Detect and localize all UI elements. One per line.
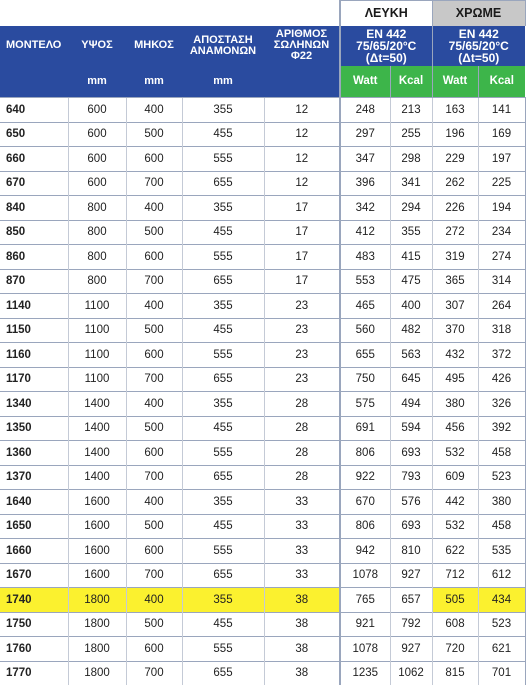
tubes-cell: 28 <box>264 392 340 417</box>
unit-kcal-chrome: Kcal <box>478 66 525 98</box>
white-watt-cell: 342 <box>340 196 390 221</box>
chrome-watt-cell: 532 <box>432 441 478 466</box>
distance-cell: 655 <box>182 171 264 196</box>
table-row <box>0 196 525 221</box>
chrome-kcal-cell: 274 <box>478 245 525 270</box>
length-cell: 400 <box>126 196 182 221</box>
height-cell: 1600 <box>68 539 126 564</box>
chrome-kcal-cell: 318 <box>478 318 525 343</box>
model-cell: 1360 <box>0 441 68 466</box>
white-kcal-cell: 415 <box>390 245 432 270</box>
white-kcal-cell: 294 <box>390 196 432 221</box>
length-cell: 500 <box>126 612 182 637</box>
chrome-kcal-cell: 326 <box>478 392 525 417</box>
height-cell: 600 <box>68 122 126 147</box>
tubes-cell: 12 <box>264 171 340 196</box>
table-row <box>0 588 525 613</box>
height-cell: 1400 <box>68 416 126 441</box>
height-cell: 1100 <box>68 294 126 319</box>
white-watt-cell: 396 <box>340 171 390 196</box>
table-row <box>0 269 525 294</box>
distance-cell: 555 <box>182 441 264 466</box>
col-length-header: ΜΗΚΟΣ <box>126 26 182 66</box>
white-watt-cell: 412 <box>340 220 390 245</box>
model-cell: 850 <box>0 220 68 245</box>
chrome-kcal-cell: 392 <box>478 416 525 441</box>
model-cell: 870 <box>0 269 68 294</box>
table-row <box>0 539 525 564</box>
table-row <box>0 220 525 245</box>
white-watt-cell: 297 <box>340 122 390 147</box>
length-cell: 600 <box>126 441 182 466</box>
chrome-kcal-cell: 523 <box>478 465 525 490</box>
tubes-cell: 28 <box>264 465 340 490</box>
chrome-watt-cell: 622 <box>432 539 478 564</box>
height-cell: 800 <box>68 220 126 245</box>
white-kcal-cell: 793 <box>390 465 432 490</box>
chrome-kcal-cell: 372 <box>478 343 525 368</box>
height-cell: 1800 <box>68 588 126 613</box>
tubes-cell: 23 <box>264 294 340 319</box>
table-row <box>0 367 525 392</box>
table-row <box>0 612 525 637</box>
length-cell: 600 <box>126 147 182 172</box>
tubes-cell: 33 <box>264 539 340 564</box>
table-row <box>0 318 525 343</box>
chrome-watt-cell: 370 <box>432 318 478 343</box>
height-cell: 800 <box>68 269 126 294</box>
chrome-kcal-cell: 701 <box>478 661 525 685</box>
tubes-cell: 12 <box>264 147 340 172</box>
model-cell: 670 <box>0 171 68 196</box>
length-cell: 700 <box>126 563 182 588</box>
chrome-watt-cell: 505 <box>432 588 478 613</box>
col-tubes-header: ΑΡΙΘΜΟΣ ΣΩΛΗΝΩΝ Φ22 <box>264 26 340 66</box>
distance-cell: 355 <box>182 98 264 123</box>
table-row <box>0 416 525 441</box>
chrome-watt-cell: 365 <box>432 269 478 294</box>
tubes-cell: 17 <box>264 269 340 294</box>
white-watt-cell: 806 <box>340 441 390 466</box>
distance-cell: 655 <box>182 661 264 685</box>
table-row <box>0 147 525 172</box>
chrome-watt-cell: 720 <box>432 637 478 662</box>
white-kcal-cell: 563 <box>390 343 432 368</box>
tubes-cell: 38 <box>264 661 340 685</box>
table-row <box>0 514 525 539</box>
chrome-kcal-cell: 169 <box>478 122 525 147</box>
tubes-cell: 28 <box>264 416 340 441</box>
height-cell: 1800 <box>68 637 126 662</box>
model-cell: 640 <box>0 98 68 123</box>
model-cell: 1170 <box>0 367 68 392</box>
height-cell: 1600 <box>68 490 126 515</box>
tubes-cell: 23 <box>264 367 340 392</box>
distance-cell: 355 <box>182 490 264 515</box>
white-kcal-cell: 298 <box>390 147 432 172</box>
length-cell: 500 <box>126 514 182 539</box>
height-cell: 1400 <box>68 392 126 417</box>
tubes-cell: 23 <box>264 318 340 343</box>
tubes-cell: 38 <box>264 588 340 613</box>
white-kcal-cell: 1062 <box>390 661 432 685</box>
chrome-kcal-cell: 225 <box>478 171 525 196</box>
height-cell: 1400 <box>68 465 126 490</box>
table-row <box>0 563 525 588</box>
tubes-cell: 38 <box>264 612 340 637</box>
distance-cell: 555 <box>182 343 264 368</box>
tubes-cell: 17 <box>264 220 340 245</box>
en-standard-chrome: EN 442 75/65/20°C (Δt=50) <box>432 26 525 66</box>
height-cell: 1100 <box>68 318 126 343</box>
unit-kcal-white: Kcal <box>390 66 432 98</box>
distance-cell: 355 <box>182 392 264 417</box>
tubes-cell: 38 <box>264 637 340 662</box>
height-cell: 1800 <box>68 612 126 637</box>
height-cell: 1800 <box>68 661 126 685</box>
height-cell: 600 <box>68 147 126 172</box>
length-cell: 500 <box>126 416 182 441</box>
chrome-kcal-cell: 458 <box>478 514 525 539</box>
length-cell: 700 <box>126 465 182 490</box>
chrome-watt-cell: 712 <box>432 563 478 588</box>
model-cell: 660 <box>0 147 68 172</box>
white-watt-cell: 1078 <box>340 563 390 588</box>
table-row <box>0 294 525 319</box>
height-cell: 600 <box>68 171 126 196</box>
chrome-watt-cell: 609 <box>432 465 478 490</box>
tubes-cell: 17 <box>264 196 340 221</box>
distance-cell: 555 <box>182 147 264 172</box>
height-cell: 800 <box>68 245 126 270</box>
white-kcal-cell: 927 <box>390 563 432 588</box>
chrome-watt-cell: 196 <box>432 122 478 147</box>
white-watt-cell: 483 <box>340 245 390 270</box>
distance-cell: 555 <box>182 539 264 564</box>
distance-cell: 355 <box>182 196 264 221</box>
chrome-kcal-cell: 194 <box>478 196 525 221</box>
table-row <box>0 171 525 196</box>
white-watt-cell: 750 <box>340 367 390 392</box>
chrome-watt-cell: 226 <box>432 196 478 221</box>
distance-cell: 655 <box>182 367 264 392</box>
col-model-header: ΜΟΝΤΕΛΟ <box>0 26 68 66</box>
length-cell: 700 <box>126 269 182 294</box>
model-cell: 1670 <box>0 563 68 588</box>
length-cell: 700 <box>126 661 182 685</box>
table-row <box>0 122 525 147</box>
white-kcal-cell: 594 <box>390 416 432 441</box>
height-cell: 800 <box>68 196 126 221</box>
white-kcal-cell: 576 <box>390 490 432 515</box>
table-row <box>0 441 525 466</box>
model-cell: 650 <box>0 122 68 147</box>
length-cell: 400 <box>126 294 182 319</box>
tubes-cell: 12 <box>264 122 340 147</box>
length-cell: 400 <box>126 588 182 613</box>
model-cell: 1770 <box>0 661 68 685</box>
table-row <box>0 343 525 368</box>
white-watt-cell: 347 <box>340 147 390 172</box>
chrome-watt-cell: 229 <box>432 147 478 172</box>
chrome-watt-cell: 456 <box>432 416 478 441</box>
white-watt-cell: 691 <box>340 416 390 441</box>
white-kcal-cell: 657 <box>390 588 432 613</box>
white-watt-cell: 942 <box>340 539 390 564</box>
chrome-kcal-cell: 234 <box>478 220 525 245</box>
tubes-cell: 28 <box>264 441 340 466</box>
white-kcal-cell: 475 <box>390 269 432 294</box>
chrome-kcal-cell: 314 <box>478 269 525 294</box>
chrome-kcal-cell: 380 <box>478 490 525 515</box>
model-cell: 1750 <box>0 612 68 637</box>
white-kcal-cell: 693 <box>390 441 432 466</box>
model-cell: 1740 <box>0 588 68 613</box>
white-kcal-cell: 482 <box>390 318 432 343</box>
distance-cell: 455 <box>182 612 264 637</box>
chrome-watt-cell: 815 <box>432 661 478 685</box>
white-kcal-cell: 693 <box>390 514 432 539</box>
chrome-watt-cell: 442 <box>432 490 478 515</box>
distance-cell: 455 <box>182 416 264 441</box>
unit-watt-chrome: Watt <box>432 66 478 98</box>
tubes-cell: 17 <box>264 245 340 270</box>
distance-cell: 455 <box>182 220 264 245</box>
model-cell: 1640 <box>0 490 68 515</box>
model-cell: 1150 <box>0 318 68 343</box>
white-kcal-cell: 645 <box>390 367 432 392</box>
chrome-kcal-cell: 197 <box>478 147 525 172</box>
table-header <box>0 1 525 98</box>
model-cell: 840 <box>0 196 68 221</box>
length-cell: 400 <box>126 392 182 417</box>
unit-distance: mm <box>182 66 264 98</box>
table-body <box>0 98 525 685</box>
distance-cell: 355 <box>182 294 264 319</box>
table-row <box>0 661 525 685</box>
tubes-cell: 33 <box>264 490 340 515</box>
length-cell: 400 <box>126 490 182 515</box>
table-row <box>0 98 525 123</box>
white-watt-cell: 560 <box>340 318 390 343</box>
white-watt-cell: 553 <box>340 269 390 294</box>
col-height-header: ΥΨΟΣ <box>68 26 126 66</box>
distance-cell: 655 <box>182 563 264 588</box>
chrome-watt-cell: 532 <box>432 514 478 539</box>
white-kcal-cell: 810 <box>390 539 432 564</box>
chrome-kcal-cell: 612 <box>478 563 525 588</box>
white-watt-cell: 655 <box>340 343 390 368</box>
white-kcal-cell: 494 <box>390 392 432 417</box>
tubes-cell: 33 <box>264 563 340 588</box>
chrome-watt-cell: 307 <box>432 294 478 319</box>
distance-cell: 655 <box>182 465 264 490</box>
white-kcal-cell: 213 <box>390 98 432 123</box>
model-cell: 1350 <box>0 416 68 441</box>
chrome-kcal-cell: 141 <box>478 98 525 123</box>
table-row <box>0 465 525 490</box>
length-cell: 500 <box>126 318 182 343</box>
white-kcal-cell: 341 <box>390 171 432 196</box>
white-watt-cell: 575 <box>340 392 390 417</box>
chrome-kcal-cell: 434 <box>478 588 525 613</box>
white-watt-cell: 1078 <box>340 637 390 662</box>
chrome-watt-cell: 432 <box>432 343 478 368</box>
model-cell: 1650 <box>0 514 68 539</box>
chrome-watt-cell: 163 <box>432 98 478 123</box>
white-kcal-cell: 400 <box>390 294 432 319</box>
model-cell: 1340 <box>0 392 68 417</box>
col-distance-header: ΑΠΟΣΤΑΣΗ ΑΝΑΜΟΝΩΝ <box>182 26 264 66</box>
distance-cell: 455 <box>182 122 264 147</box>
height-cell: 1100 <box>68 367 126 392</box>
chrome-watt-cell: 262 <box>432 171 478 196</box>
tubes-cell: 33 <box>264 514 340 539</box>
length-cell: 500 <box>126 220 182 245</box>
model-cell: 1760 <box>0 637 68 662</box>
table-row <box>0 637 525 662</box>
length-cell: 600 <box>126 343 182 368</box>
white-watt-cell: 248 <box>340 98 390 123</box>
length-cell: 700 <box>126 171 182 196</box>
unit-height: mm <box>68 66 126 98</box>
chrome-kcal-cell: 426 <box>478 367 525 392</box>
model-cell: 1370 <box>0 465 68 490</box>
chrome-watt-cell: 319 <box>432 245 478 270</box>
chrome-watt-cell: 495 <box>432 367 478 392</box>
model-cell: 1660 <box>0 539 68 564</box>
chrome-watt-cell: 608 <box>432 612 478 637</box>
white-watt-cell: 921 <box>340 612 390 637</box>
distance-cell: 355 <box>182 588 264 613</box>
chrome-kcal-cell: 264 <box>478 294 525 319</box>
height-cell: 1400 <box>68 441 126 466</box>
white-kcal-cell: 792 <box>390 612 432 637</box>
group-white-header: ΛΕΥΚΗ <box>340 1 432 26</box>
white-kcal-cell: 355 <box>390 220 432 245</box>
model-cell: 1140 <box>0 294 68 319</box>
height-cell: 600 <box>68 98 126 123</box>
chrome-kcal-cell: 458 <box>478 441 525 466</box>
white-watt-cell: 922 <box>340 465 390 490</box>
unit-length: mm <box>126 66 182 98</box>
length-cell: 500 <box>126 122 182 147</box>
white-kcal-cell: 255 <box>390 122 432 147</box>
distance-cell: 555 <box>182 637 264 662</box>
table-row <box>0 490 525 515</box>
white-watt-cell: 465 <box>340 294 390 319</box>
height-cell: 1600 <box>68 514 126 539</box>
height-cell: 1100 <box>68 343 126 368</box>
white-watt-cell: 765 <box>340 588 390 613</box>
unit-watt-white: Watt <box>340 66 390 98</box>
distance-cell: 455 <box>182 514 264 539</box>
model-cell: 1160 <box>0 343 68 368</box>
chrome-watt-cell: 380 <box>432 392 478 417</box>
model-cell: 860 <box>0 245 68 270</box>
length-cell: 600 <box>126 539 182 564</box>
white-kcal-cell: 927 <box>390 637 432 662</box>
length-cell: 700 <box>126 367 182 392</box>
group-chrome-header: ΧΡΩΜΕ <box>432 1 525 26</box>
chrome-watt-cell: 272 <box>432 220 478 245</box>
distance-cell: 655 <box>182 269 264 294</box>
table-row <box>0 392 525 417</box>
distance-cell: 555 <box>182 245 264 270</box>
tubes-cell: 12 <box>264 98 340 123</box>
height-cell: 1600 <box>68 563 126 588</box>
length-cell: 400 <box>126 98 182 123</box>
white-watt-cell: 670 <box>340 490 390 515</box>
chrome-kcal-cell: 535 <box>478 539 525 564</box>
length-cell: 600 <box>126 637 182 662</box>
table-row <box>0 245 525 270</box>
chrome-kcal-cell: 621 <box>478 637 525 662</box>
length-cell: 600 <box>126 245 182 270</box>
chrome-kcal-cell: 523 <box>478 612 525 637</box>
en-standard-white: EN 442 75/65/20°C (Δt=50) <box>340 26 432 66</box>
tubes-cell: 23 <box>264 343 340 368</box>
white-watt-cell: 806 <box>340 514 390 539</box>
white-watt-cell: 1235 <box>340 661 390 685</box>
distance-cell: 455 <box>182 318 264 343</box>
